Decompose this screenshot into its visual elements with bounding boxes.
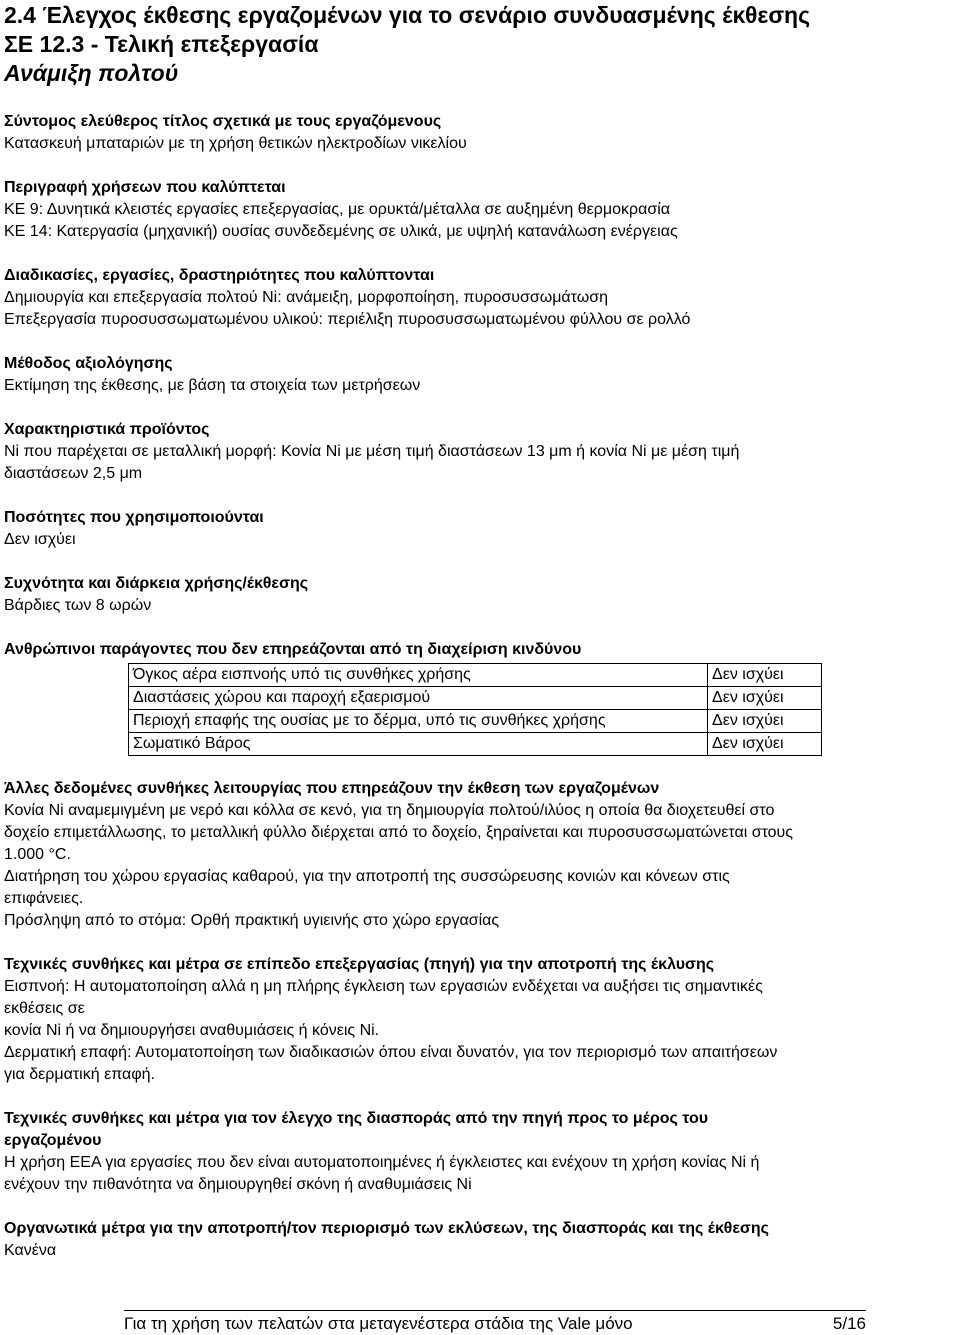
- section-label: Άλλες δεδομένες συνθήκες λειτουργίας που επηρεάζουν την έκθεση των εργαζομένων: [4, 780, 660, 797]
- section-text: 1.000 °C.: [4, 846, 71, 863]
- table-cell-key: Περιοχή επαφής της ουσίας με το δέρμα, υπό τις συνθήκες χρήσης: [129, 710, 708, 733]
- section-text: Κατασκευή μπαταριών με τη χρήση θετικών ηλεκτροδίων νικελίου: [4, 135, 467, 152]
- section-technical-dispersion: [4, 1108, 949, 1196]
- section-text: διαστάσεων 2,5 μm: [4, 465, 143, 482]
- section-text: Δημιουργία και επεξεργασία πολτού Ni: ανάμειξη, μορφοποίηση, πυροσυσσωμάτωση: [4, 289, 609, 306]
- section-label: Διαδικασίες, εργασίες, δραστηριότητες που καλύπτονται: [4, 267, 435, 284]
- section-label: Τεχνικές συνθήκες και μέτρα για τον έλεγχο της διασποράς από την πηγή προς το μέρος του: [4, 1110, 709, 1127]
- section-text: επιφάνειες.: [4, 890, 84, 907]
- section-text: Εισπνοή: Η αυτοματοποίηση αλλά η μη πλήρης έγκλειση των εργασιών ενδέχεται να αυξήσει τις σημαντικές: [4, 978, 763, 995]
- table-cell-key: Όγκος αέρα εισπνοής υπό τις συνθήκες χρήσης: [129, 664, 708, 687]
- section-product: [4, 419, 949, 485]
- table-cell-value: Δεν ισχύει: [708, 710, 822, 733]
- section-organisational: [4, 1218, 949, 1262]
- section-text: Πρόσληψη από το στόμα: Ορθή πρακτική υγιεινής στο χώρο εργασίας: [4, 912, 500, 929]
- section-text: Κονία Ni αναμεμιγμένη με νερό και κόλλα σε κενό, για τη δημιουργία πολτού/ιλύος η οποία θα διοχετευθεί στο: [4, 802, 775, 819]
- section-other-conditions: [4, 778, 949, 932]
- section-text: Διατήρηση του χώρου εργασίας καθαρού, για την αποτροπή της συσσώρευσης κονιών και κόνεων στις: [4, 868, 730, 885]
- page-footer: [124, 1310, 866, 1334]
- human-factors-table: [128, 663, 822, 756]
- document-page: [4, 0, 949, 1284]
- section-text: Η χρήση ΕΕΑ για εργασίες που δεν είναι αυτοματοποιημένες ή έγκλειστες και ενέχουν τη χρήση κονίας Ni ή: [4, 1154, 760, 1171]
- section-text: Δερματική επαφή: Αυτοματοποίηση των διαδικασιών όπου είναι δυνατόν, για τον περιορισμό των απαιτήσεων: [4, 1044, 778, 1061]
- section-processes: [4, 265, 949, 331]
- section-quantities: [4, 507, 949, 551]
- section-label: Συχνότητα και διάρκεια χρήσης/έκθεσης: [4, 575, 309, 592]
- section-uses: [4, 177, 949, 243]
- section-label: Τεχνικές συνθήκες και μέτρα σε επίπεδο επεξεργασίας (πηγή) για την αποτροπή της έκλυσης: [4, 956, 715, 973]
- section-text: για δερματική επαφή.: [4, 1066, 155, 1083]
- section-text: Εκτίμηση της έκθεσης, με βάση τα στοιχεία των μετρήσεων: [4, 377, 421, 394]
- table-row: [129, 733, 822, 756]
- heading-subtitle: Ανάμιξη πολτού: [4, 60, 179, 86]
- section-text: κονία Ni ή να δημιουργήσει αναθυμιάσεις ή κόνεις Ni.: [4, 1022, 380, 1039]
- heading-line-2: ΣΕ 12.3 - Τελική επεξεργασία: [4, 31, 319, 57]
- section-short-title: [4, 111, 949, 155]
- table-cell-value: Δεν ισχύει: [708, 664, 822, 687]
- page-number: 5/16: [832, 1314, 866, 1333]
- section-text: Επεξεργασία πυροσυσσωματωμένου υλικού: περιέλιξη πυροσυσσωματωμένου φύλλου σε ρολλό: [4, 311, 691, 328]
- section-text: Κανένα: [4, 1242, 57, 1259]
- section-label: Περιγραφή χρήσεων που καλύπτεται: [4, 179, 286, 196]
- section-label: Ποσότητες που χρησιμοποιούνται: [4, 509, 264, 526]
- table-cell-value: Δεν ισχύει: [708, 687, 822, 710]
- table-row: [129, 664, 822, 687]
- section-text: δοχείο επιμετάλλωσης, το μεταλλική φύλλο διέρχεται από το δοχείο, ξηραίνεται και πυροσυσσωματώνεται στους: [4, 824, 794, 841]
- table-cell-key: Σωματικό Βάρος: [129, 733, 708, 756]
- table-row: [129, 710, 822, 733]
- section-human-factors: [4, 639, 949, 756]
- section-text: εκθέσεις σε: [4, 1000, 85, 1017]
- section-label-continued: εργαζομένου: [4, 1132, 102, 1149]
- section-text: ΚΕ 9: Δυνητικά κλειστές εργασίες επεξεργασίας, με ορυκτά/μέταλλα σε αυξημένη θερμοκρασία: [4, 201, 670, 218]
- section-label: Χαρακτηριστικά προϊόντος: [4, 421, 210, 438]
- section-label: Σύντομος ελεύθερος τίτλος σχετικά με τους εργαζόμενους: [4, 113, 442, 130]
- section-frequency: [4, 573, 949, 617]
- section-text: Βάρδιες των 8 ωρών: [4, 597, 152, 614]
- section-label: Ανθρώπινοι παράγοντες που δεν επηρεάζονται από τη διαχείριση κινδύνου: [4, 641, 582, 658]
- section-label: Οργανωτικά μέτρα για την αποτροπή/τον περιορισμό των εκλύσεων, της διασποράς και της έκθεσης: [4, 1220, 769, 1237]
- table-cell-value: Δεν ισχύει: [708, 733, 822, 756]
- footer-text: Για τη χρήση των πελατών στα μεταγενέστερα στάδια της Vale μόνο: [124, 1314, 633, 1333]
- table-cell-key: Διαστάσεις χώρου και παροχή εξαερισμού: [129, 687, 708, 710]
- section-text: ΚΕ 14: Κατεργασία (μηχανική) ουσίας συνδεδεμένης σε υλικά, με υψηλή κατανάλωση ενέργειας: [4, 223, 678, 240]
- section-method: [4, 353, 949, 397]
- section-text: Δεν ισχύει: [4, 531, 76, 548]
- section-text: ενέχουν την πιθανότητα να δημιουργηθεί σκόνη ή αναθυμιάσεις Ni: [4, 1176, 472, 1193]
- heading-line-1: 2.4 Έλεγχος έκθεσης εργαζομένων για το σενάριο συνδυασμένης έκθεσης: [4, 2, 811, 28]
- section-label: Μέθοδος αξιολόγησης: [4, 355, 173, 372]
- section-text: Ni που παρέχεται σε μεταλλική μορφή: Κονία Ni με μέση τιμή διαστάσεων 13 μm ή κονία Ni με μέση τιμή: [4, 443, 740, 460]
- section-technical-source: [4, 954, 949, 1086]
- table-row: [129, 687, 822, 710]
